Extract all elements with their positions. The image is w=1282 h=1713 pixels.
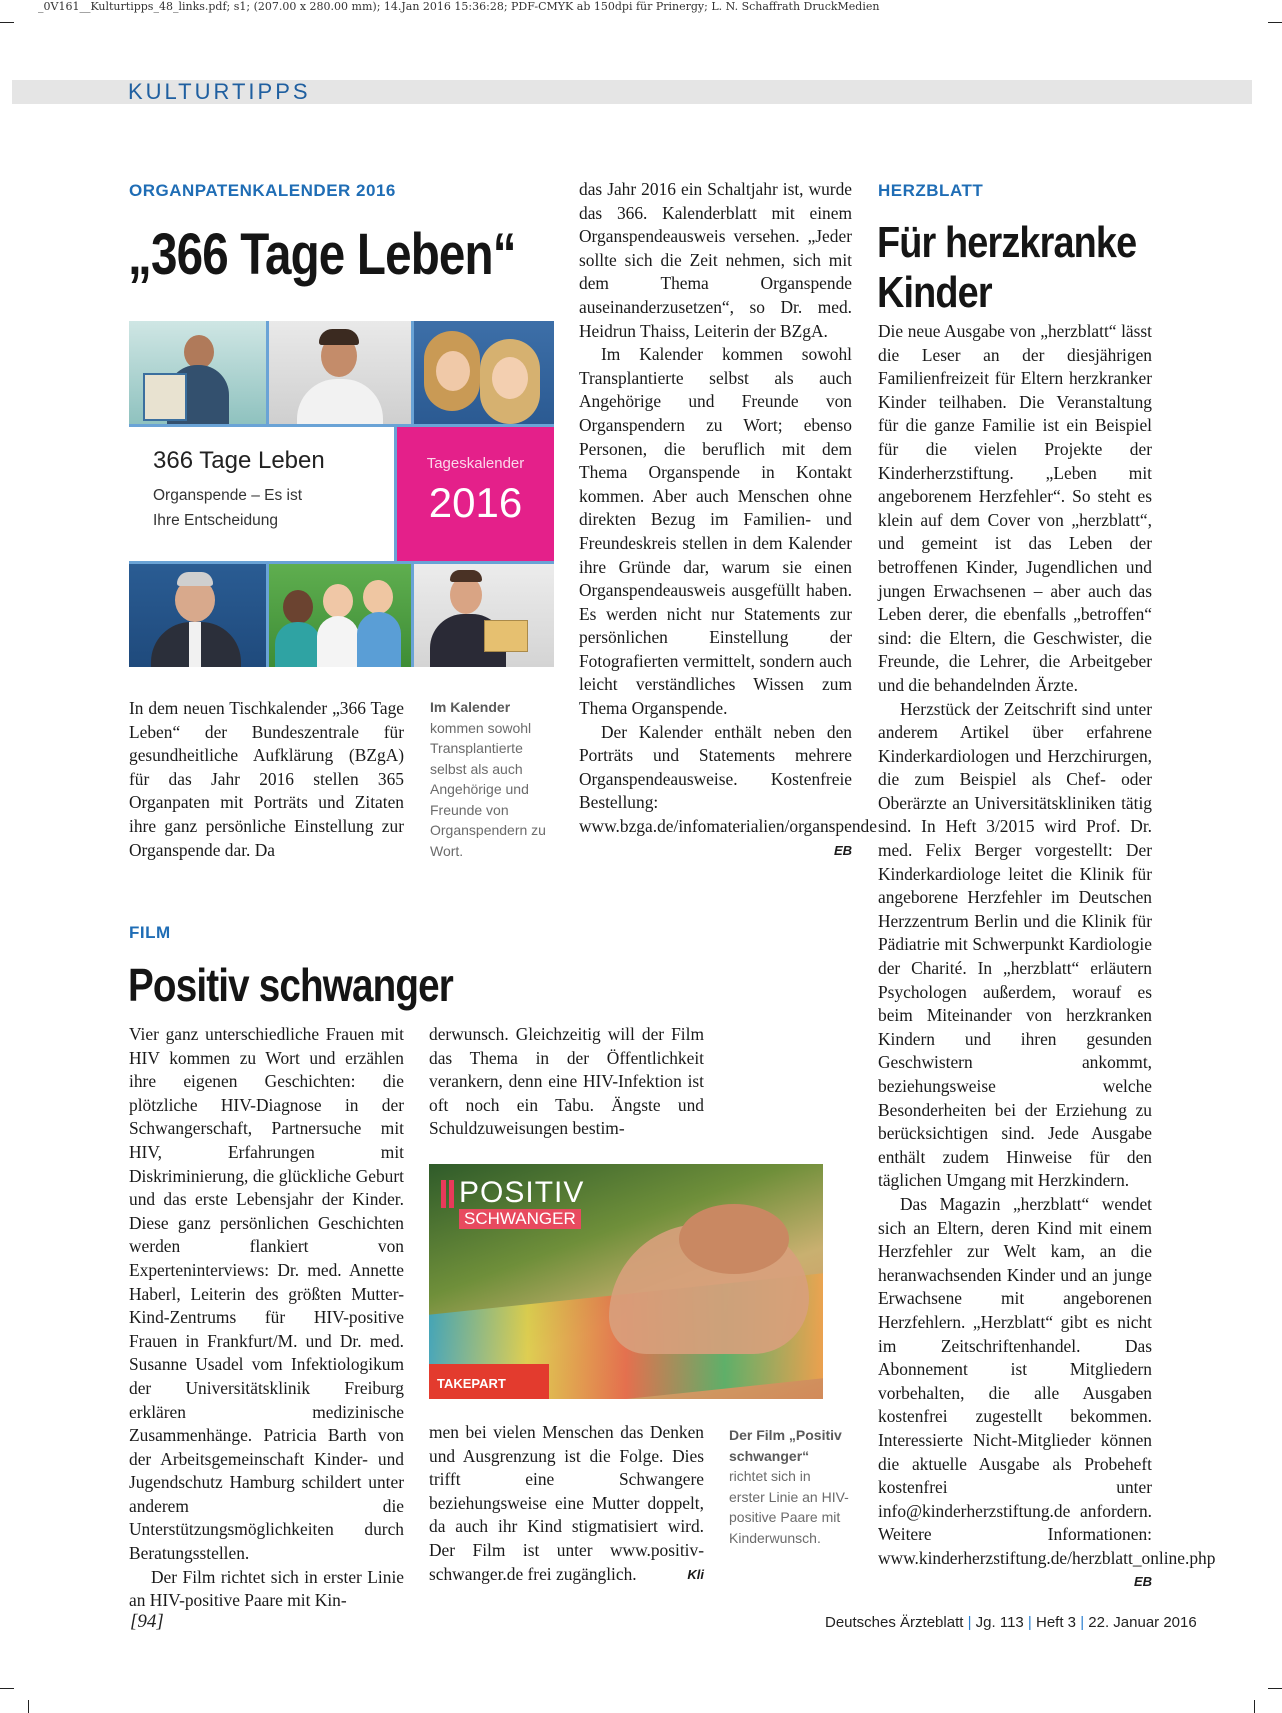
article2-column2-bottom bbox=[429, 1421, 704, 1586]
article3-paragraph: Die neue Ausgabe von „herzblatt“ lässt die Leser an der diesjährigen Familienfreizeit für Eltern herzkranker Kinder teilhaben. Die Veranstaltung für die ganze Familie ist ein Beispiel für die vielen Projekte der Kinderherzstiftung. „Leben mit angeborenem Herzfehler“. So steht es klein auf dem Cover von „herzblatt“, und gemeint ist das Leben der betroffenen Kinder, Jugendlichen und jungen Erwachsenen – aber auch das Leben derer, die ebenfalls „betroffen“ sind: die Eltern, die Geschwister, die Freunde, die Lehrer, die Arbeitgeber und die behandelnden Ärzte. bbox=[878, 321, 1152, 695]
portrait-photo bbox=[414, 321, 554, 424]
calendar-cover-image bbox=[129, 321, 554, 667]
article3-headline bbox=[877, 218, 1136, 318]
article2-column1 bbox=[129, 1023, 404, 1613]
portrait-photo bbox=[269, 321, 411, 424]
article1-paragraph: Im Kalender kommen sowohl Transplantierte selbst als auch Angehörige und Freunde von Organspendern zu Wort; ebenso Personen, die beruflich mit dem Thema Organspende in Kontakt kommen. Aber auch Menschen ohne direkten Bezug im Familien- und Freundeskreis stellen in dem Kalender ihre Gründe dar, warum sie einen Organspendeausweis ausgefüllt haben. Es werden nicht nur Statements zur persönlichen Einstellung der Fotografierten vermittelt, sondern auch leicht verständliches Wissen zum Thema Organspende. bbox=[579, 344, 852, 719]
crop-mark bbox=[1268, 22, 1282, 23]
article2-paragraph: derwunsch. Gleichzeitig will der Film das Thema in der Öffentlichkeit verankern, denn eine HIV-Infektion ist oft noch ein Tabu. Ängste und Schuldzuweisungen bestim- bbox=[429, 1024, 704, 1139]
article2-paragraph: Vier ganz unterschiedliche Frauen mit HIV kommen zu Wort und erzählen ihre eigenen Geschichten: die plötzliche HIV-Diagnose in der Schwangerschaft, Partnersuche mit HIV, Erfahrungen mit Diskriminierung, die glückliche Geburt und das erste Lebensjahr der Kinder. Diese ganz persönlichen Geschichten werden flankiert von Experteninterviews: Dr. med. Annette Haberl, Leiterin des größten Mutter-Kind-Zentrums für HIV-positive Frauen in Frankfurt/M. und Dr. med. Susanne Usadel vom Infektiologikum der Universitätsklinik Freiburg erklären medizinische Zusammenhänge. Patricia Barth von der Arbeitsgemeinschaft Kinder- und Jugendschutz Hamburg schildert unter anderem die Unterstützungsmöglichkeiten durch Beratungsstellen. bbox=[129, 1024, 404, 1564]
article1-intro-text: In dem neuen Tischkalender „366 Tage Leben“ der Bundeszentrale für gesundheitliche Aufklärung (BZgA) für das Jahr 2016 stellen 365 Organpaten mit Porträts und Zitaten ihre ganz persönliche Einstellung zur Organspende dar. Da bbox=[129, 698, 404, 860]
crop-mark bbox=[1254, 1700, 1255, 1713]
article1-column2 bbox=[579, 178, 877, 862]
article1-caption-bold: Im Kalender bbox=[430, 699, 511, 715]
crop-mark bbox=[28, 1700, 29, 1713]
article1-paragraph bbox=[579, 721, 877, 858]
poster-title-2: SCHWANGER bbox=[459, 1209, 581, 1229]
journal-name: Deutsches Ärzteblatt bbox=[825, 1614, 964, 1631]
section-title: KULTURTIPPS bbox=[128, 79, 311, 104]
journal-volume: Jg. 113 bbox=[975, 1614, 1024, 1631]
article2-column2-top bbox=[429, 1023, 704, 1141]
page-number: [94] bbox=[130, 1611, 164, 1632]
calendar-title-block bbox=[129, 427, 394, 561]
crop-mark bbox=[1268, 1688, 1282, 1689]
article1-kicker: ORGANPATENKALENDER 2016 bbox=[129, 181, 396, 200]
print-info-line: _0V161__Kulturtipps_48_links.pdf; s1; (207.00 x 280.00 mm); 14.Jan 2016 15:36:28; PDF-CMYK ab 150dpi für Prinergy; L. N. Schaffrath DruckMedien bbox=[38, 0, 880, 13]
portrait-photo bbox=[269, 564, 411, 667]
article1-caption-text: kommen sowohl Transplantierte selbst als auch Angehörige und Freunde von Organspendern zu Wort. bbox=[430, 719, 546, 859]
article1-signature: EB bbox=[833, 842, 852, 858]
portrait-photo bbox=[129, 321, 266, 424]
badge-label: Tageskalender bbox=[426, 455, 525, 472]
portrait-photo bbox=[414, 564, 554, 667]
poster-title-1: POSITIV bbox=[459, 1176, 585, 1209]
article3-column bbox=[878, 320, 1216, 1594]
article1-paragraph: das Jahr 2016 ein Schaltjahr ist, wurde das 366. Kalenderblatt mit einem Organspendeausweis versehen. „Jeder sollte sich die Zeit nehmen, sich mit dem Thema Organspende auseinanderzusetzen“, so Dr. med. Heidrun Thaiss, Leiterin der BZgA. bbox=[579, 179, 852, 341]
article3-paragraph bbox=[878, 1193, 1216, 1590]
calendar-subtitle-1: Organspende – Es ist bbox=[153, 487, 303, 504]
journal-footer bbox=[825, 1614, 1197, 1631]
article2-paragraph: men bei vielen Menschen das Denken und Ausgrenzung ist die Folge. Dies trifft eine Schwangere beziehungsweise eine Mutter doppelt, da auch ihr Kind stigmatisiert wird. Der Film ist unter www.positiv-schwanger.de frei zugänglich. bbox=[429, 1422, 704, 1584]
portrait-photo bbox=[129, 564, 266, 667]
article3-kicker: HERZBLATT bbox=[878, 181, 984, 200]
article3-headline-line2: Kinder bbox=[877, 268, 992, 317]
crop-mark bbox=[0, 22, 14, 23]
article1-paragraph-text: Der Kalender enthält neben den Porträts und Statements mehrere Organspendeausweise. Kostenfreie Bestellung: www.bzga.de/infomaterialien/organspende bbox=[579, 721, 877, 837]
poster-logo: TAKEPART bbox=[437, 1376, 506, 1391]
footer-divider: | bbox=[1080, 1614, 1085, 1631]
article1-intro bbox=[129, 697, 404, 862]
poster-logo-bar bbox=[429, 1364, 549, 1399]
article2-caption bbox=[729, 1425, 849, 1548]
badge-year: 2016 bbox=[428, 479, 523, 526]
article1-caption bbox=[430, 697, 554, 861]
article1-headline: „366 Tage Leben“ bbox=[128, 222, 516, 287]
calendar-year-badge bbox=[397, 427, 554, 561]
film-poster-image bbox=[429, 1164, 823, 1399]
article2-caption-bold: Der Film „Positiv schwanger“ bbox=[729, 1427, 842, 1464]
article2-signature: Kli bbox=[687, 1566, 704, 1582]
article3-signature: EB bbox=[1133, 1574, 1152, 1590]
article2-paragraph: Der Film richtet sich in erster Linie an HIV-positive Paare mit Kin- bbox=[129, 1566, 404, 1611]
journal-issue: Heft 3 bbox=[1036, 1614, 1077, 1631]
article3-paragraph: Herzstück der Zeitschrift sind unter anderem Artikel über erfahrene Kinderkardiologen und Herzchirurgen, die zum Beispiel als Chef- oder Oberärzte an Universitätskliniken tätig sind. In Heft 3/2015 wird Prof. Dr. med. Felix Berger vorgestellt: Der Kinderkardiologe leitet die Klinik für angeborene Herzfehler im Deutschen Herzzentrum Berlin und die Klinik für Pädiatrie mit Schwerpunkt Kardiologie der Charité. In „herzblatt“ erläutern Psychologen außerdem, worauf es beim Miteinander von herzkranken Kindern und ihren gesunden Geschwistern ankommt, beziehungsweise welche Besonderheiten bei der Erziehung zu berücksichtigen sind. Jede Ausgabe enthält zudem Hinweise für den täglichen Umgang mit Herzkindern. bbox=[878, 698, 1152, 1191]
calendar-subtitle-2: Ihre Entscheidung bbox=[153, 512, 278, 529]
article3-paragraph-text: Das Magazin „herzblatt“ wendet sich an Eltern, deren Kind mit einem Herzfehler zur Welt kam, an die heranwachsenden Kinder und an junge Erwachsene mit angeborenen Herzfehlern. „Herzblatt“ gibt es nicht im Zeitschriftenhandel. Das Abonnement ist Mitgliedern vorbehalten, die alle Ausgaben kostenfrei zugestellt bekommen. Interessierte Nicht-Mitglieder können die aktuelle Ausgabe als Probeheft kostenfrei unter info@kinderherzstiftung.de anfordern. Weitere Informationen: www.kinderherzstiftung.de/herzblatt_online.php bbox=[878, 1193, 1216, 1568]
article2-headline: Positiv schwanger bbox=[128, 959, 454, 1011]
article2-caption-text: richtet sich in erster Linie an HIV-positive Paare mit Kinderwunsch. bbox=[729, 1468, 849, 1546]
article2-kicker: FILM bbox=[129, 923, 171, 942]
crop-mark bbox=[0, 1688, 14, 1689]
journal-date: 22. Januar 2016 bbox=[1088, 1614, 1197, 1631]
footer-divider: | bbox=[1027, 1614, 1032, 1631]
calendar-title: 366 Tage Leben bbox=[153, 447, 325, 474]
footer-divider: | bbox=[967, 1614, 972, 1631]
article3-headline-line1: Für herzkranke bbox=[877, 218, 1137, 267]
